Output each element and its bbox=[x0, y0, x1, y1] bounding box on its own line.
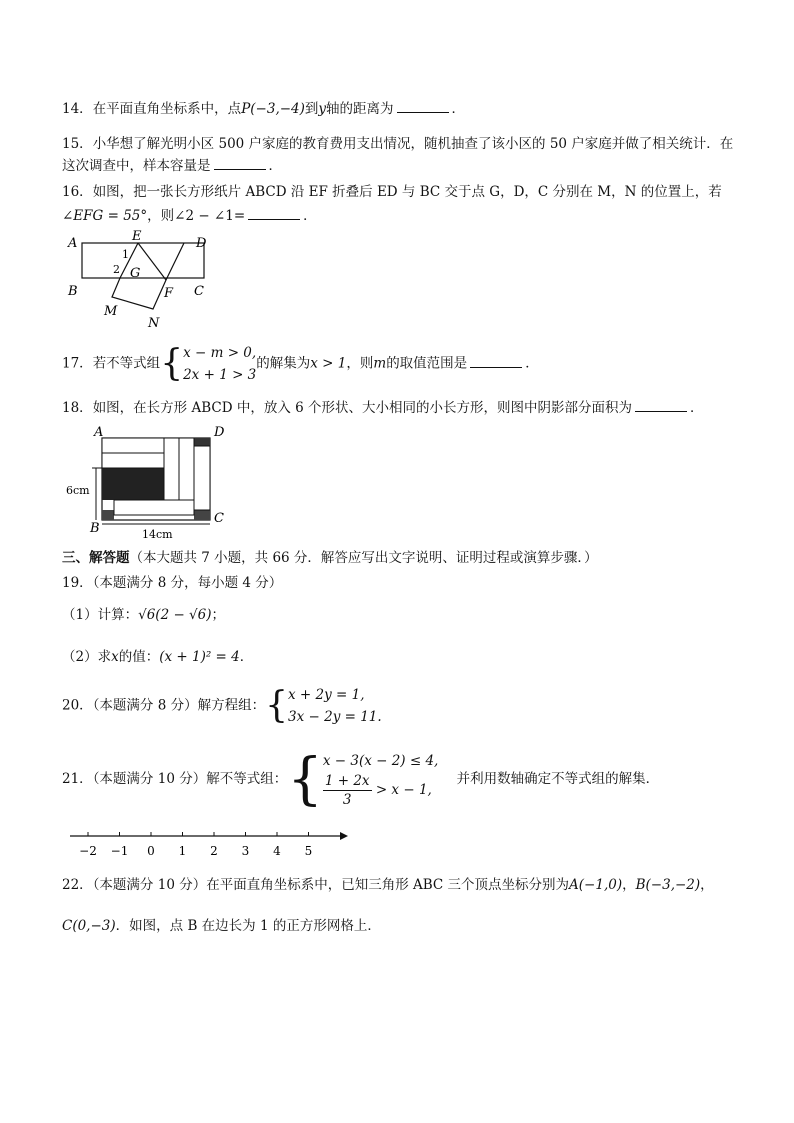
q16-label-F: F bbox=[164, 286, 174, 301]
number-line-tick-label: 5 bbox=[304, 844, 313, 858]
question-15 bbox=[62, 135, 733, 153]
q22-point-C: C(0,−3) bbox=[62, 918, 116, 934]
q18-shade-top-right bbox=[194, 438, 210, 446]
question-16 bbox=[62, 183, 722, 201]
q18-small-rect-4 bbox=[179, 438, 194, 500]
question-21 bbox=[62, 746, 660, 812]
number-line-tick-label: 1 bbox=[178, 844, 187, 858]
q16-label-N: N bbox=[148, 316, 160, 331]
q18-small-rect-2 bbox=[102, 453, 164, 468]
q22-point-B: B(−3,−2) bbox=[635, 877, 701, 893]
q17-brace: { bbox=[160, 343, 184, 384]
q19-p1-label: （1）计算： bbox=[62, 607, 139, 623]
q17-answer-blank[interactable] bbox=[470, 355, 522, 368]
q15-number: 15． bbox=[62, 136, 93, 152]
q19-number: 19． bbox=[62, 575, 93, 591]
q17-text-a: 若不等式组 bbox=[92, 355, 161, 372]
q21-fraction bbox=[323, 772, 372, 809]
q18-shade-left bbox=[102, 468, 164, 500]
question-15-line2 bbox=[62, 157, 282, 175]
q16-fold-line bbox=[138, 243, 166, 280]
number-line-tick-label: −1 bbox=[110, 844, 129, 858]
q16-rectangle bbox=[82, 243, 204, 278]
q18-number: 18． bbox=[62, 400, 93, 416]
q19-p1-paren: (2 − √6) bbox=[155, 607, 212, 623]
number-line-tick-label: 3 bbox=[241, 844, 250, 858]
q16-label-2: 2 bbox=[113, 263, 120, 276]
q15-line2: 这次调查中，样本容量是 bbox=[62, 158, 211, 174]
q18-answer-blank[interactable] bbox=[635, 399, 687, 412]
q22-number: 22． bbox=[62, 877, 93, 893]
question-14 bbox=[62, 100, 465, 118]
q20-system bbox=[288, 684, 382, 728]
q18-small-rect-6 bbox=[114, 500, 194, 515]
question-19-part1 bbox=[62, 606, 225, 624]
q19-p2-var: x bbox=[111, 649, 119, 665]
number-line-tick-label: −2 bbox=[79, 844, 97, 858]
q16-label-B: B bbox=[68, 284, 78, 299]
q22-sep: ， bbox=[622, 877, 636, 893]
q20-eq2: 3x − 2y = 11. bbox=[288, 709, 382, 725]
q20-brace: { bbox=[265, 685, 289, 726]
q18-shade-bottom-left bbox=[102, 510, 114, 520]
question-16-line2 bbox=[62, 207, 317, 225]
q16-label-1: 1 bbox=[122, 248, 129, 261]
q19-p2-text: 的值： bbox=[118, 649, 160, 665]
q19-header: （本题满分 8 分，每小题 4 分） bbox=[92, 575, 283, 591]
question-17 bbox=[62, 342, 539, 386]
q18-label-D: D bbox=[214, 425, 225, 440]
q17-text-d: 的取值范围是 bbox=[386, 355, 468, 372]
q19-p2-label: （2）求 bbox=[62, 649, 112, 665]
q14-text-b: 到 bbox=[304, 101, 319, 117]
q14-answer-blank[interactable] bbox=[397, 100, 449, 113]
q19-p1-end: ； bbox=[211, 607, 226, 623]
q14-text-a: 在平面直角坐标系中，点 bbox=[92, 101, 242, 117]
q18-small-rect-1 bbox=[102, 438, 164, 453]
q22-point-A: A(−1,0) bbox=[569, 877, 623, 893]
q19-p1-sqrt: √6 bbox=[138, 607, 156, 623]
q17-ineq1: x − m > 0, bbox=[183, 345, 257, 361]
q21-ineq2-rest: > x − 1, bbox=[375, 782, 432, 798]
q17-number: 17． bbox=[62, 355, 93, 372]
question-22 bbox=[62, 876, 714, 894]
number-line-tick-label: 0 bbox=[147, 844, 155, 858]
q15-line1: 小华想了解光明小区 500 户家庭的教育费用支出情况，随机抽查了该小区的 50 户家庭并做了相关统计．在 bbox=[92, 136, 734, 152]
q16-line1: 如图，把一张长方形纸片 ABCD 沿 EF 折叠后 ED 与 BC 交于点 G，D，C 分别在 M，N 的位置上，若 bbox=[92, 184, 722, 200]
q21-header: （本题满分 10 分）解不等式组： bbox=[92, 771, 288, 787]
q15-end: ． bbox=[268, 158, 282, 174]
q16-label-C: C bbox=[194, 284, 204, 299]
question-19-part2 bbox=[62, 648, 253, 666]
q16-label-D: D bbox=[196, 236, 207, 251]
question-19 bbox=[62, 574, 282, 592]
q22-line2: ．如图，点 B 在边长为 1 的正方形网格上． bbox=[115, 918, 381, 934]
q16-text: ，则∠2 − ∠1= bbox=[147, 208, 246, 224]
q21-number: 21． bbox=[62, 771, 93, 787]
q16-label-A: A bbox=[68, 236, 78, 251]
q21-frac-den: 3 bbox=[342, 792, 352, 808]
q16-label-G: G bbox=[130, 266, 141, 281]
q21-frac-num: 1 + 2x bbox=[324, 773, 370, 789]
q17-var: m bbox=[373, 355, 387, 372]
q16-label-E: E bbox=[132, 229, 142, 244]
q21-ineq1: x − 3(x − 2) ≤ 4, bbox=[322, 753, 439, 769]
q14-text-c: 轴的距离为 bbox=[326, 101, 394, 117]
q17-end: ． bbox=[525, 355, 539, 372]
q18-label-B: B bbox=[90, 521, 100, 536]
q20-eq1: x + 2y = 1, bbox=[288, 687, 365, 703]
q17-system bbox=[183, 342, 256, 386]
q21-brace: { bbox=[287, 746, 323, 812]
q16-figure bbox=[62, 225, 222, 335]
q20-number: 20． bbox=[62, 697, 93, 714]
question-22-line2 bbox=[62, 917, 381, 935]
q16-label-M: M bbox=[104, 304, 118, 319]
q18-figure bbox=[62, 420, 242, 545]
section-3-heading bbox=[62, 549, 598, 567]
q18-small-rect-3 bbox=[164, 438, 179, 500]
q18-shade-bottom-right bbox=[194, 510, 210, 520]
q14-number: 14． bbox=[62, 101, 93, 117]
number-line bbox=[62, 826, 362, 862]
number-line-tick-label: 2 bbox=[210, 844, 218, 858]
section-3-title: 三、解答题 bbox=[62, 550, 130, 566]
q18-label-width: 14cm bbox=[142, 528, 173, 541]
q18-label-A: A bbox=[94, 425, 104, 440]
q16-answer-blank[interactable] bbox=[248, 207, 300, 220]
q18-end: ． bbox=[690, 400, 704, 416]
q18-label-C: C bbox=[214, 511, 224, 526]
q15-answer-blank[interactable] bbox=[214, 157, 266, 170]
q19-p2-expr: (x + 1)² = 4 bbox=[159, 649, 240, 665]
q20-header: （本题满分 8 分）解方程组： bbox=[92, 697, 266, 714]
q16-number: 16． bbox=[62, 184, 93, 200]
q18-small-rect-5 bbox=[194, 446, 210, 510]
question-18 bbox=[62, 399, 704, 417]
q21-system bbox=[323, 750, 439, 809]
question-20 bbox=[62, 684, 382, 728]
number-line-arrow bbox=[340, 832, 348, 840]
q17-text-b: 的解集为 bbox=[256, 355, 311, 372]
q22-line1: （本题满分 10 分）在平面直角坐标系中，已知三角形 ABC 三个顶点坐标分别为 bbox=[92, 877, 570, 893]
q18-label-height: 6cm bbox=[66, 484, 90, 497]
number-line-tick-label: 4 bbox=[273, 844, 281, 858]
q18-text: 如图，在长方形 ABCD 中，放入 6 个形状、大小相同的小长方形，则图中阴影部分面积为 bbox=[92, 400, 633, 416]
q22-sep2: ， bbox=[700, 877, 714, 893]
q17-ineq2: 2x + 1 > 3 bbox=[183, 367, 257, 383]
q14-end: ． bbox=[451, 101, 466, 117]
q14-point: P(−3,−4) bbox=[241, 101, 305, 117]
q16-end: ． bbox=[303, 208, 317, 224]
q17-solution: x > 1 bbox=[310, 355, 347, 372]
q14-axis: y bbox=[318, 101, 327, 117]
q17-text-c: ，则 bbox=[346, 355, 374, 372]
section-3-desc: （本大题共 7 小题，共 66 分．解答应写出文字说明、证明过程或演算步骤．） bbox=[129, 550, 598, 566]
q16-angle: ∠EFG = 55° bbox=[62, 208, 148, 224]
q21-tail: 并利用数轴确定不等式组的解集． bbox=[456, 771, 660, 787]
q19-p2-end: ． bbox=[239, 649, 254, 665]
